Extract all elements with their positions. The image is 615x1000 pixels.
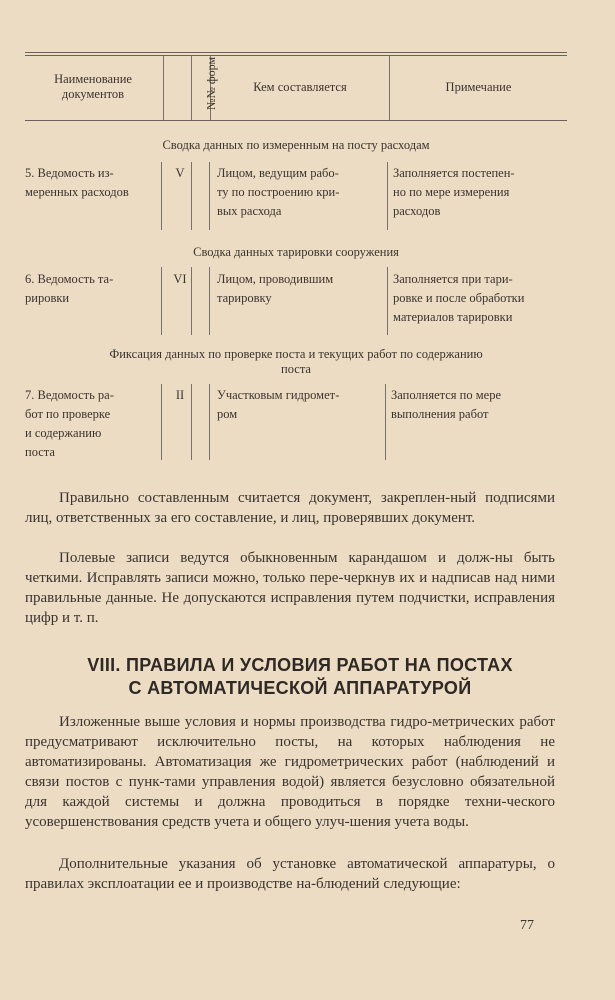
paragraph-instructions: Дополнительные указания об установке автоматической аппаратуры, о правилах эксплоатации ее и производстве на-блюдений следующие: (25, 856, 555, 892)
table-row-form: II (175, 388, 185, 402)
table-row-form: V (175, 166, 185, 180)
header-name: Наименование документов (54, 72, 132, 101)
paragraph-automation: Изложенные выше условия и нормы производства гидро-метрических работ предусматривают исключительно посты, на которых наблюдения не автоматизированы. Автоматизация же гидрометрических работ (наблюдений и связи постов с пунк-тами управления водой) является безусловно обязательной для каждой системы и должна проводиться в порядке техни-ческого усовершенствования средств учета и общего улуч-шения учета воды. (25, 714, 555, 830)
section-heading-line-1: VIII. ПРАВИЛА И УСЛОВИЯ РАБОТ НА ПОСТАХ (87, 655, 513, 675)
page-number: 77 (520, 918, 534, 933)
section-heading (20, 654, 580, 700)
table-row-name: 7. Ведомость ра- бот по проверке и содержанию поста (25, 388, 114, 459)
header-bottom-rule (25, 120, 567, 121)
table-row-author: Лицом, ведущим рабо- ту по построению кри- вых расхода (217, 166, 340, 218)
table-top-rule (25, 52, 567, 53)
row-divider (161, 267, 162, 335)
paragraph-field-records: Полевые записи ведутся обыкновенным карандашом и долж-ны быть четкими. Исправлять записи можно, только пере-черкнув их и надписав над ними правильные данные. Не допускаются исправления путем подчистки, исправления цифр и т. п. (25, 550, 555, 626)
row-divider (387, 162, 388, 230)
section-title: Сводка данных тарировки сооружения (193, 245, 399, 259)
header-author: Кем составляется (253, 80, 347, 94)
section-heading-line-2: С АВТОМАТИЧЕСКОЙ АППАРАТУРОЙ (128, 678, 472, 698)
table-row-note: Заполняется по мере выполнения работ (391, 388, 502, 421)
row-divider (161, 384, 162, 460)
table-row-note: Заполняется постепен- но по мере измерения расходов (393, 166, 515, 218)
section-title: Сводка данных по измеренным на посту расходам (162, 138, 430, 152)
table-row-name: 6. Ведомость та- рировки (25, 272, 114, 305)
table-row-note: Заполняется при тари- ровке и после обработки материалов тарировки (393, 272, 525, 324)
table-row-form: VI (173, 272, 187, 286)
row-divider (387, 267, 388, 335)
header-form: №№ форм (204, 56, 218, 110)
section-title: Фиксация данных по проверке поста и текущих работ по содержанию поста (109, 347, 483, 376)
row-divider (209, 267, 210, 335)
header-note: Примечание (445, 80, 512, 94)
table-row-author: Лицом, проводившим тарировку (217, 272, 334, 305)
table-row-author: Участковым гидромет- ром (217, 388, 340, 421)
row-divider (161, 162, 162, 230)
table-row-name: 5. Ведомость из- меренных расходов (25, 166, 129, 199)
header-divider (191, 56, 192, 120)
row-divider (209, 384, 210, 460)
table-top-rule-2 (25, 55, 567, 56)
header-divider (163, 56, 164, 120)
paragraph-signatures: Правильно составленным считается документ, закреплен-ный подписями лиц, ответственных за его составление, и лиц, проверявших документ. (25, 490, 555, 526)
row-divider (209, 162, 210, 230)
